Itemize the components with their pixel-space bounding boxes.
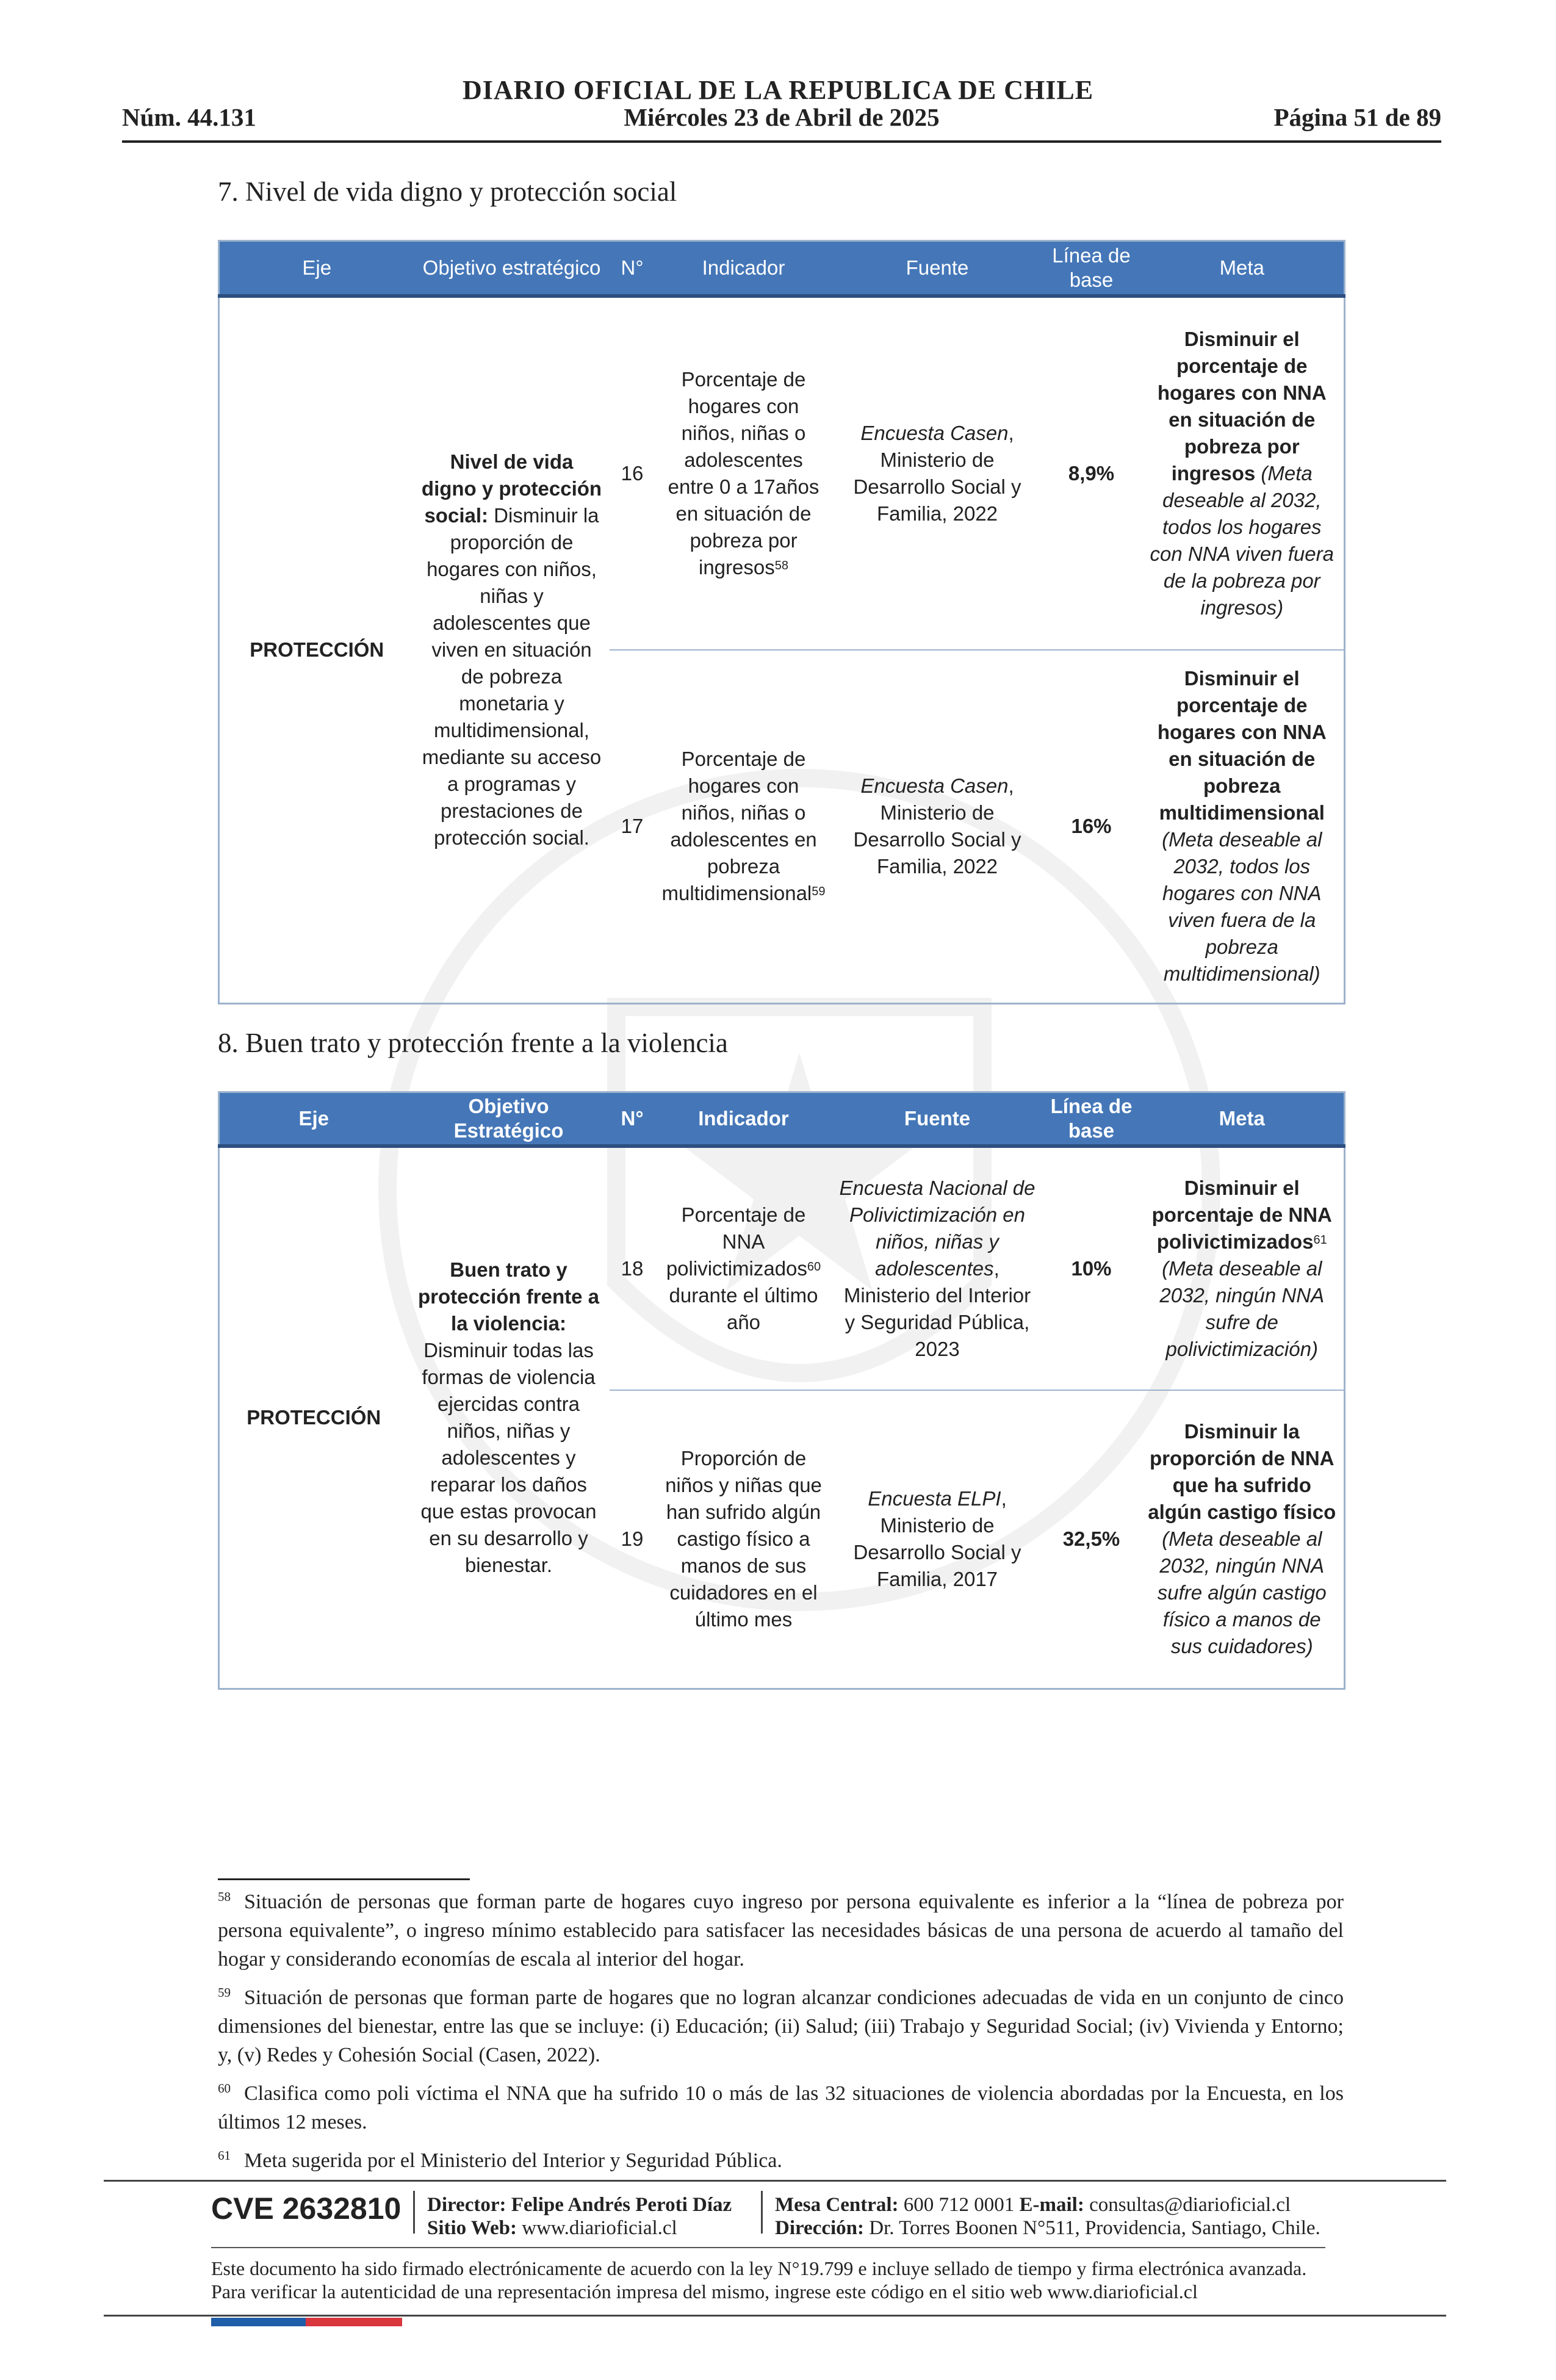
footnote-number: 60: [218, 2081, 231, 2096]
fuente-text: , Ministerio de Desarrollo Social y Familia, 2017: [853, 1487, 1021, 1591]
objetivo-text: Disminuir todas las formas de violencia ejercidas contra niños, niñas y adolescentes y reparar los daños que estas provocan en su desarrollo y bienestar.: [420, 1339, 597, 1577]
linea-base-cell: 8,9%: [1068, 461, 1115, 485]
issue-number: Núm. 44.131: [122, 103, 256, 131]
footnote-text: Situación de personas que forman parte de hogares cuyo ingreso por persona equivalente es inferior a la “línea de pobreza por persona equivalente”, o ingreso mínimo establecido para satisfacer las necesidades básicas de una persona de acuerdo al tamaño del hogar y considerando economías de escala al interior del hogar.: [218, 1891, 1344, 1971]
footer-separator: [761, 2191, 763, 2234]
objetivo-cell: [414, 296, 610, 1004]
fuente-text: , Ministerio del Interior y Seguridad Pública, 2023: [843, 1257, 1031, 1360]
director-name: Felipe Andrés Peroti Díaz: [511, 2194, 732, 2216]
indicador-cell: [655, 1390, 832, 1689]
fuente-cell: [832, 650, 1043, 1004]
col-header: Eje: [219, 241, 414, 296]
meta-note: (Meta deseable al 2032, ningún NNA sufre algún castigo físico a manos de sus cuidadores): [1157, 1527, 1327, 1658]
direccion-text: Dr. Torres Boonen N°511, Providencia, Santiago, Chile.: [869, 2217, 1320, 2239]
meta-note: (Meta deseable al 2032, todos los hogares con NNA viven fuera de la pobreza por ingresos): [1150, 461, 1334, 619]
footnote: [218, 2141, 1344, 2175]
objetivo-title: Buen trato y protección frente a la violencia:: [417, 1258, 600, 1335]
footer-divider: [104, 2180, 1446, 2182]
meta-note: (Meta deseable al 2032, ningún NNA sufre de polivictimización): [1159, 1257, 1325, 1360]
table-header-row: [219, 241, 1345, 296]
meta-note: (Meta deseable al 2032, todos los hogares con NNA viven fuera de la pobreza multidimensional): [1162, 828, 1322, 986]
email-link[interactable]: consultas@diarioficial.cl: [1089, 2194, 1291, 2216]
indicador-cell: [655, 296, 832, 650]
footnote-divider: [218, 1878, 470, 1880]
table-row: [219, 1146, 1345, 1390]
table-row: [219, 296, 1345, 650]
fuente-source: Encuesta Nacional de Polivictimización en niños, niñas y adolescentes: [839, 1176, 1036, 1280]
footer-contact-block: [775, 2193, 1320, 2240]
objetivo-title: Nivel de vida digno y protección social:: [421, 450, 602, 527]
indicador-text: Porcentaje de NNA polivictimizados: [666, 1203, 807, 1280]
indicador-text: Proporción de niños y niñas que han sufrido algún castigo físico a manos de sus cuidadores en el último mes: [665, 1447, 822, 1631]
col-header: Objetivo estratégico: [414, 241, 610, 296]
header-row: [122, 103, 1441, 139]
footnote-text: Meta sugerida por el Ministerio del Interior y Seguridad Pública.: [244, 2149, 782, 2172]
col-header: Meta: [1140, 241, 1345, 296]
meta-goal: Disminuir el porcentaje de hogares con NNA en situación de pobreza multidimensional: [1157, 667, 1327, 824]
footnote-number: 59: [218, 1985, 231, 2000]
fuente-text: , Ministerio de Desarrollo Social y Familia, 2022: [853, 774, 1021, 878]
table-section-7: [218, 240, 1345, 1004]
page-number: Página 51 de 89: [1273, 103, 1441, 131]
col-header: Fuente: [832, 241, 1043, 296]
footer-separator: [413, 2191, 415, 2234]
web-label: Sitio Web:: [427, 2217, 517, 2239]
col-header: Objetivo Estratégico: [408, 1092, 610, 1146]
objetivo-text: Disminuir la proporción de hogares con niños, niñas y adolescentes que viven en situación de pobreza monetaria y multidimensional, mediante su acceso a programas y prestaciones de protección social.: [422, 504, 602, 849]
footnote: [218, 1978, 1344, 2069]
email-label: E-mail:: [1019, 2194, 1084, 2216]
fuente-source: Encuesta Casen: [860, 774, 1009, 798]
col-header: Indicador: [655, 1092, 832, 1146]
issue-date: Miércoles 23 de Abril de 2025: [624, 103, 940, 131]
footnote-number: 61: [218, 2148, 231, 2163]
number-cell: 16: [621, 461, 644, 485]
direccion-label: Dirección:: [775, 2217, 865, 2239]
indicador-text: Porcentaje de hogares con niños, niñas o adolescentes entre 0 a 17años en situación de pobreza por ingresos: [668, 367, 819, 579]
section-8-title: 8. Buen trato y protección frente a la violencia: [218, 1028, 728, 1058]
indicador-text-after: durante el último año: [669, 1283, 818, 1333]
meta-cell: [1140, 650, 1345, 1004]
indicador-cell: [655, 1146, 832, 1390]
col-header: N°: [610, 241, 655, 296]
footnote: [218, 1883, 1344, 1974]
linea-base-cell: 32,5%: [1043, 1390, 1140, 1689]
mesa-phone: 600 712 0001: [903, 2194, 1015, 2216]
fuente-cell: [832, 1146, 1043, 1390]
fuente-source: Encuesta Casen: [860, 421, 1009, 444]
eje-cell: PROTECCIÓN: [247, 1406, 381, 1429]
meta-cell: [1140, 1146, 1345, 1390]
fuente-cell: [832, 1390, 1043, 1689]
web-link[interactable]: www.diarioficial.cl: [522, 2217, 677, 2239]
number-cell: 18: [621, 1257, 644, 1280]
fuente-cell: [832, 296, 1043, 650]
fuente-source: Encuesta ELPI: [868, 1487, 1001, 1510]
footer-inner-divider: [211, 2247, 1325, 2248]
footer-director-block: [427, 2193, 732, 2240]
gazette-title: DIARIO OFICIAL DE LA REPUBLICA DE CHILE: [462, 75, 1094, 105]
director-label: Director:: [427, 2194, 506, 2216]
fuente-text: , Ministerio de Desarrollo Social y Familia, 2022: [853, 421, 1021, 525]
col-header: Línea de base: [1043, 241, 1140, 296]
footnote-ref: 59: [812, 885, 826, 899]
linea-base-cell: 10%: [1071, 1257, 1112, 1280]
footnote-ref: 61: [1313, 1233, 1327, 1247]
indicador-cell: [655, 650, 832, 1004]
header-divider: [122, 140, 1441, 143]
footnote-text: Clasifica como poli víctima el NNA que ha sufrido 10 o más de las 32 situaciones de violencia abordadas por la Encuesta, en los últimos 12 meses.: [218, 2082, 1344, 2133]
footnote-text: Situación de personas que forman parte de hogares que no logran alcanzar condiciones adecuadas de vida en un conjunto de cinco dimensiones del bienestar, entre las que se incluye: (i) Educación; (ii) Salud; (iii) Trabajo y Seguridad Social; (iv) Vivienda y Entorno; y, (v) Redes y Cohesión Social (Casen, 2022).: [218, 1986, 1344, 2066]
flag-stripe-blue: [211, 2318, 306, 2326]
meta-cell: [1140, 296, 1345, 650]
objetivo-cell: [408, 1146, 610, 1689]
footnote-number: 58: [218, 1889, 231, 1904]
col-header: Indicador: [655, 241, 832, 296]
col-header: Fuente: [832, 1092, 1043, 1146]
meta-goal: Disminuir el porcentaje de NNA polivictimizados: [1151, 1176, 1332, 1253]
footer-bottom-divider: [104, 2315, 1446, 2317]
footnote-ref: 60: [807, 1260, 821, 1274]
mesa-label: Mesa Central:: [775, 2194, 899, 2216]
meta-goal: Disminuir el porcentaje de hogares con NNA en situación de pobreza por ingresos: [1157, 327, 1327, 485]
col-header: N°: [610, 1092, 655, 1146]
meta-cell: [1140, 1390, 1345, 1689]
col-header: Línea de base: [1043, 1092, 1140, 1146]
meta-goal: Disminuir la proporción de NNA que ha sufrido algún castigo físico: [1148, 1420, 1336, 1524]
footnotes: [218, 1883, 1344, 2180]
footnote: [218, 2074, 1344, 2137]
table-section-8: [218, 1091, 1345, 1690]
footnote-ref: 58: [774, 558, 788, 572]
section-7-title: 7. Nivel de vida digno y protección social: [218, 176, 677, 207]
cve-code: CVE 2632810: [211, 2191, 402, 2226]
table-header-row: [219, 1092, 1345, 1146]
indicador-text: Porcentaje de hogares con niños, niñas o adolescentes en pobreza multidimensional: [661, 748, 817, 905]
linea-base-cell: 16%: [1043, 650, 1140, 1004]
col-header: Eje: [219, 1092, 408, 1146]
col-header: Meta: [1140, 1092, 1345, 1146]
flag-stripe-red: [306, 2318, 402, 2326]
number-cell: 17: [610, 650, 655, 1004]
signature-note: Este documento ha sido firmado electrónicamente de acuerdo con la ley N°19.799 e incluye sellado de tiempo y firma electrónica avanzada. Para verificar la autenticidad de una representación impresa del mismo, ingrese este código en el sitio web www.diarioficial.cl: [211, 2257, 1307, 2302]
number-cell: 19: [610, 1390, 655, 1689]
eje-cell: PROTECCIÓN: [250, 638, 384, 662]
